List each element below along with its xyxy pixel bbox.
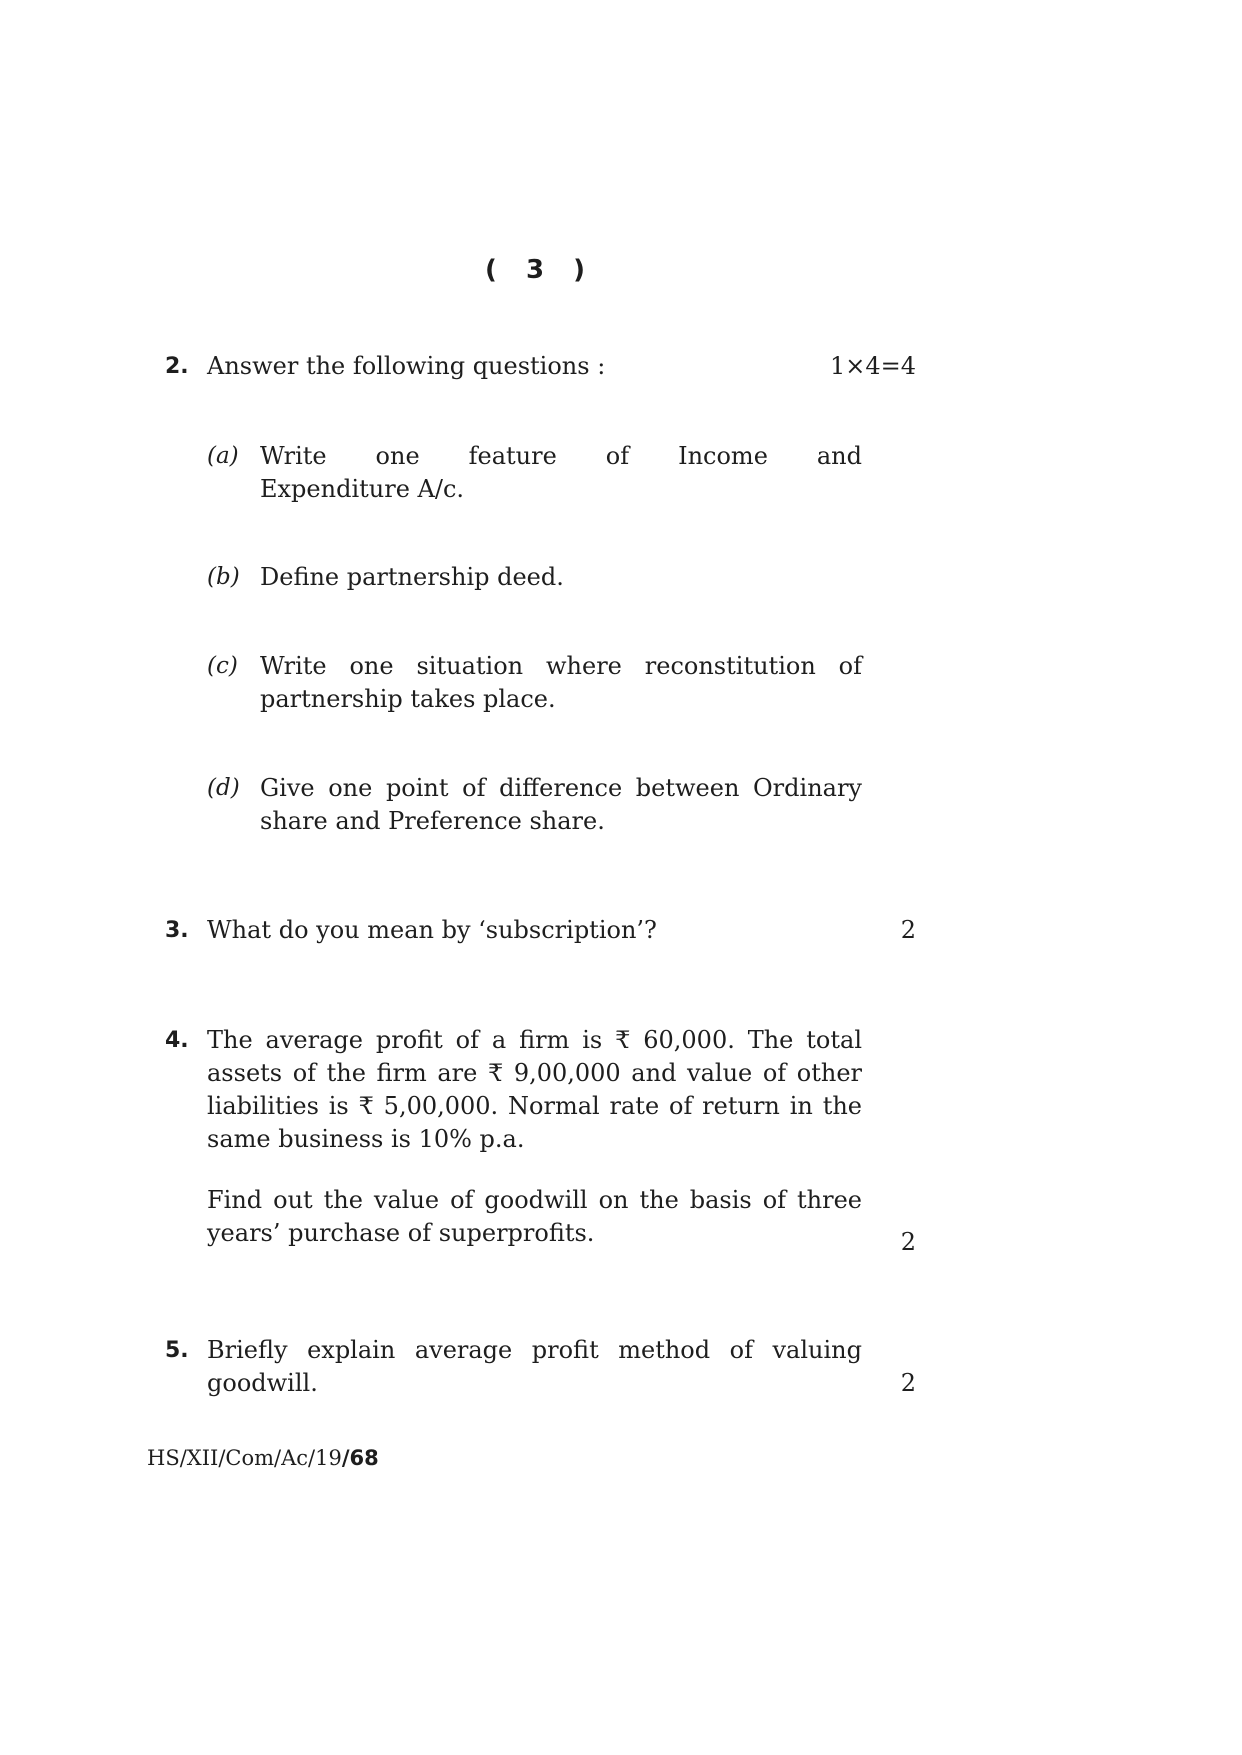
part-text: partnership takes place.: [260, 685, 556, 713]
part-text: Give one point of difference between Ordinary: [260, 774, 862, 802]
question-text-line: The average profit of a firm is ₹ 60,000. The total: [207, 1026, 862, 1054]
page-number: ( 3 ): [485, 255, 595, 285]
question-text-line: goodwill.: [207, 1369, 318, 1397]
paper-code-text: HS/XII/Com/Ac/19: [147, 1446, 342, 1470]
question-marks: 2: [900, 1228, 916, 1256]
question-number: 2.: [165, 354, 189, 379]
question-text: What do you mean by ‘subscription’?: [207, 916, 657, 944]
part-label: (d): [207, 775, 240, 801]
question-text-line: years’ purchase of superprofits.: [207, 1219, 595, 1247]
question-marks: 2: [900, 1369, 916, 1397]
part-text: Write one situation where reconstitution of: [260, 652, 862, 680]
part-label: (a): [207, 443, 239, 469]
question-text-line: same business is 10% p.a.: [207, 1125, 525, 1153]
part-text: Expenditure A/c.: [260, 475, 465, 503]
part-label: (c): [207, 653, 238, 679]
part-text: Write one feature of Income and: [260, 442, 862, 470]
paper-code: [147, 1444, 379, 1472]
question-number: 5.: [165, 1338, 189, 1363]
paper-code-suffix: /68: [341, 1446, 379, 1470]
question-text: Answer the following questions :: [207, 352, 606, 380]
part-text: share and Preference share.: [260, 807, 605, 835]
question-number: 4.: [165, 1028, 189, 1053]
part-label: (b): [207, 564, 240, 590]
part-text: Define partnership deed.: [260, 563, 564, 591]
question-number: 3.: [165, 918, 189, 943]
question-marks: 2: [900, 916, 916, 944]
question-text-line: liabilities is ₹ 5,00,000. Normal rate of return in the: [207, 1092, 862, 1120]
question-marks: 1×4=4: [829, 352, 916, 380]
question-text-line: Find out the value of goodwill on the basis of three: [207, 1186, 862, 1214]
question-text-line: assets of the firm are ₹ 9,00,000 and value of other: [207, 1059, 862, 1087]
question-text-line: Briefly explain average profit method of valuing: [207, 1336, 862, 1364]
